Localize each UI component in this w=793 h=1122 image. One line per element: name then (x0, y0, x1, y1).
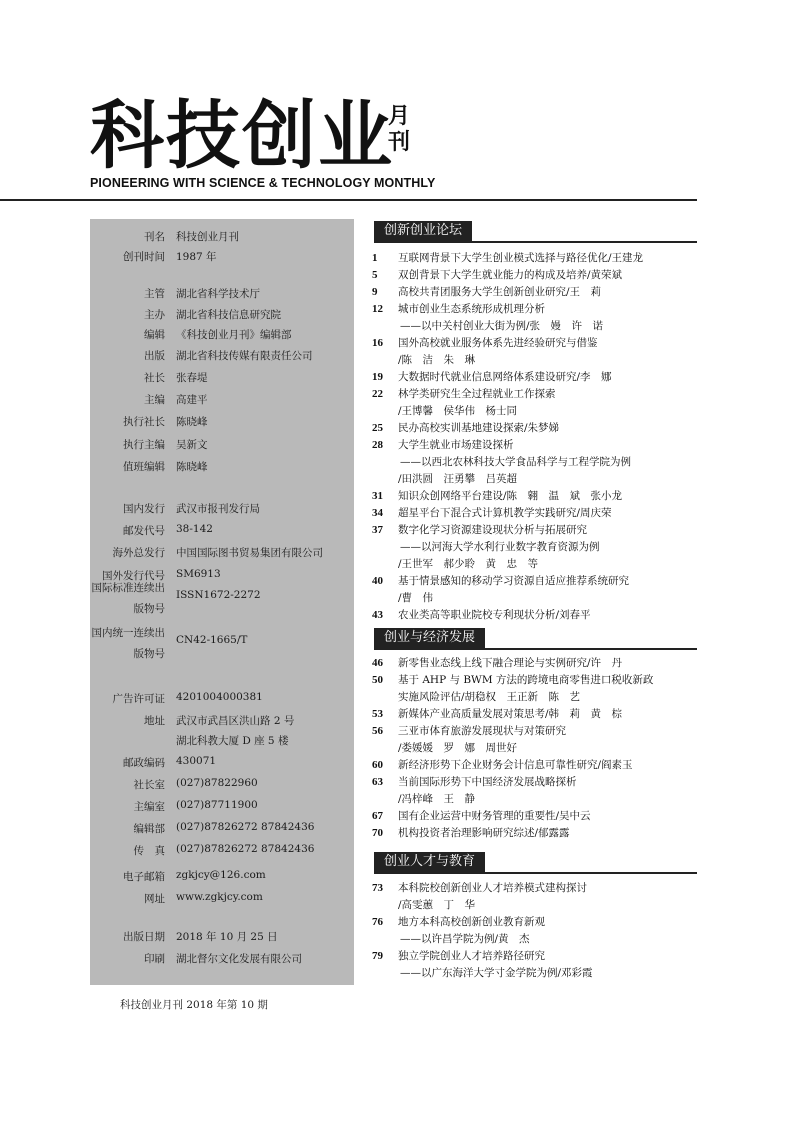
toc-page-number: 22 (372, 388, 383, 400)
info-value: 湖北省科学技术厅 (176, 288, 260, 300)
info-label: 出版日期 (123, 931, 165, 943)
toc-page-number: 70 (372, 827, 383, 839)
toc-article-title (398, 825, 703, 842)
info-label: 值班编辑 (123, 461, 165, 473)
toc-page-number: 5 (372, 269, 378, 281)
info-value: 武汉市武昌区洪山路 2 号 (176, 715, 295, 727)
info-value: 4201004000381 (176, 691, 263, 703)
info-value: 湖北科教大厦 D 座 5 楼 (176, 735, 289, 747)
info-value: 湖北督尔文化发展有限公司 (176, 953, 302, 965)
toc-page-number: 56 (372, 725, 383, 737)
info-value: 430071 (176, 755, 217, 767)
info-label: 社长 (144, 372, 165, 384)
info-label: 创刊时间 (123, 251, 165, 263)
toc-page-number: 50 (372, 674, 383, 686)
toc-line: ——以许昌学院为例/黄 杰 (400, 933, 530, 945)
toc-page-number: 60 (372, 759, 383, 771)
toc-line: 本科院校创新创业人才培养模式建构探讨 (398, 882, 587, 894)
toc-line: ——以河海大学水利行业数字教育资源为例 (400, 541, 600, 553)
info-value: 陈晓峰 (176, 461, 208, 473)
section-title: 创业与经济发展 (374, 628, 485, 648)
toc-article-title (398, 757, 703, 774)
toc-line: 知识众创网络平台建设/陈 翱 温 斌 张小龙 (398, 490, 623, 502)
toc-page-number: 46 (372, 657, 383, 669)
toc-line: /王世军 郝少聆 黄 忠 等 (398, 558, 539, 570)
toc-article-title (398, 267, 703, 284)
info-label: 国际标准连续出版物号 (91, 582, 165, 615)
masthead (90, 92, 710, 202)
toc-page-number: 63 (372, 776, 383, 788)
info-value: 吴新文 (176, 439, 208, 451)
info-label: 主编 (144, 394, 165, 406)
info-label: 电子邮箱 (123, 871, 165, 883)
info-label: 国内统一连续出版物号 (91, 627, 165, 660)
toc-line: 基于情景感知的移动学习资源自适应推荐系统研究 (398, 575, 629, 587)
toc-article-title (398, 573, 703, 607)
toc-article-title (398, 488, 703, 505)
info-label: 主管 (144, 288, 165, 300)
toc-article-title (398, 386, 703, 420)
toc-line: 城市创业生态系统形成机理分析 (398, 303, 545, 315)
info-label: 编辑 (144, 329, 165, 341)
info-value: 《科技创业月刊》编辑部 (176, 329, 292, 341)
info-label: 编辑部 (133, 823, 165, 835)
toc-page-number: 25 (372, 422, 383, 434)
toc-page-number: 53 (372, 708, 383, 720)
toc-article-title (398, 723, 703, 757)
info-label: 海外总发行 (112, 547, 165, 559)
toc-article-title (398, 505, 703, 522)
toc-line: /田洪圆 汪勇攀 吕英超 (398, 473, 518, 485)
info-label: 广告许可证 (112, 693, 165, 705)
toc-line: 国有企业运营中财务管理的重要性/吴中云 (398, 810, 591, 822)
toc-article-title (398, 522, 703, 573)
info-value: 1987 年 (176, 251, 217, 263)
toc-line: /娄媛媛 罗 娜 周世好 (398, 742, 518, 754)
toc-line: 民办高校实训基地建设探索/朱梦娣 (398, 422, 560, 434)
toc-line: 当前国际形势下中国经济发展战略探析 (398, 776, 577, 788)
info-value: zgkjcy@126.com (176, 869, 266, 881)
toc-line: ——以中关村创业大街为例/张 嫚 许 诺 (400, 320, 604, 332)
info-label: 社长室 (133, 779, 165, 791)
info-value: 中国国际图书贸易集团有限公司 (176, 547, 323, 559)
toc-article-title (398, 914, 703, 948)
toc-article-title (398, 672, 703, 706)
info-label: 邮政编码 (123, 757, 165, 769)
toc-article-title (398, 335, 703, 369)
info-value: CN42-1665/T (176, 634, 248, 646)
toc-line: /陈 洁 朱 琳 (398, 354, 476, 366)
toc-line: /王博馨 侯华伟 杨士同 (398, 405, 518, 417)
info-value: 湖北省科技信息研究院 (176, 309, 281, 321)
section-title: 创业人才与教育 (374, 852, 485, 872)
toc-line: 农业类高等职业院校专利现状分析/刘春平 (398, 609, 591, 621)
journal-title: 科技创业 (90, 93, 394, 179)
info-value: (027)87826272 87842436 (176, 843, 315, 855)
toc-page-number: 67 (372, 810, 383, 822)
info-value: www.zgkjcy.com (176, 891, 263, 903)
info-value: 武汉市报刊发行局 (176, 503, 260, 515)
toc-line: 新经济形势下企业财务会计信息可靠性研究/阎素玉 (398, 759, 633, 771)
toc-line: /高雯蕙 丁 华 (398, 899, 476, 911)
toc-article-title (398, 250, 703, 267)
toc-page-number: 73 (372, 882, 383, 894)
toc-article-title (398, 774, 703, 808)
info-value: SM6913 (176, 568, 221, 580)
toc-article-title (398, 880, 703, 914)
info-value: 38-142 (176, 523, 213, 535)
toc-page-number: 19 (372, 371, 383, 383)
toc-page-number: 37 (372, 524, 383, 536)
toc-page-number: 12 (372, 303, 383, 315)
toc-line: 新媒体产业高质量发展对策思考/韩 莉 黄 棕 (398, 708, 623, 720)
info-label: 执行主编 (123, 439, 165, 451)
info-value: 高建平 (176, 394, 208, 406)
info-value: (027)87822960 (176, 777, 258, 789)
info-label: 地址 (144, 715, 165, 727)
toc-line: 林学类研究生全过程就业工作探索 (398, 388, 556, 400)
info-label: 主编室 (133, 801, 165, 813)
info-label: 刊名 (144, 231, 165, 243)
toc-line: 高校共青团服务大学生创新创业研究/王 莉 (398, 286, 602, 298)
toc-page-number: 43 (372, 609, 383, 621)
toc-page-number: 76 (372, 916, 383, 928)
toc-article-title (398, 655, 703, 672)
info-label: 执行社长 (123, 416, 165, 428)
toc-line: ——以广东海洋大学寸金学院为例/邓彩霞 (400, 967, 593, 979)
info-label: 邮发代号 (123, 525, 165, 537)
info-value: 科技创业月刊 (176, 231, 239, 243)
info-value: (027)87711900 (176, 799, 258, 811)
info-label: 印刷 (144, 953, 165, 965)
toc-page-number: 31 (372, 490, 383, 502)
masthead-rule (0, 199, 697, 201)
toc-line: /曹 伟 (398, 592, 434, 604)
toc-line: 大数据时代就业信息网络体系建设研究/李 娜 (398, 371, 612, 383)
toc-line: 国外高校就业服务体系先进经验研究与借鉴 (398, 337, 598, 349)
section-header (374, 221, 697, 243)
info-value: 陈晓峰 (176, 416, 208, 428)
toc-page-number: 9 (372, 286, 378, 298)
toc-article-title (398, 420, 703, 437)
journal-english-title: PIONEERING WITH SCIENCE & TECHNOLOGY MONTHLY (90, 176, 436, 190)
toc-line: 大学生就业市场建设探析 (398, 439, 514, 451)
toc-page-number: 34 (372, 507, 383, 519)
toc-line: 互联网背景下大学生创业模式选择与路径优化/王建龙 (398, 252, 644, 264)
toc-article-title (398, 284, 703, 301)
issue-footer: 科技创业月刊 2018 年第 10 期 (120, 999, 268, 1011)
toc-page-number: 16 (372, 337, 383, 349)
journal-title-monthly: 月刊 (388, 104, 411, 155)
section-title: 创新创业论坛 (374, 221, 472, 241)
toc-line: 三亚市体育旅游发展现状与对策研究 (398, 725, 566, 737)
toc-line: 实施风险评估/胡稳权 王正新 陈 艺 (398, 691, 581, 703)
toc-line: 数字化学习资源建设现状分析与拓展研究 (398, 524, 587, 536)
info-value: 张春堤 (176, 372, 208, 384)
toc-line: ——以西北农林科技大学食品科学与工程学院为例 (400, 456, 631, 468)
info-label: 网址 (144, 893, 165, 905)
toc-line: 地方本科高校创新创业教育新观 (398, 916, 545, 928)
info-value: 湖北省科技传媒有限责任公司 (176, 350, 313, 362)
toc-line: 双创背景下大学生就业能力的构成及培养/黄荣斌 (398, 269, 623, 281)
toc-line: /冯梓峰 王 静 (398, 793, 476, 805)
toc-article-title (398, 948, 703, 982)
toc-article-title (398, 808, 703, 825)
toc-line: 新零售业态线上线下融合理论与实例研究/许 丹 (398, 657, 623, 669)
toc-line: 超星平台下混合式计算机教学实践研究/周庆荣 (398, 507, 612, 519)
toc-line: 机构投资者治理影响研究综述/郁露露 (398, 827, 570, 839)
info-label: 国内发行 (123, 503, 165, 515)
toc-page-number: 40 (372, 575, 383, 587)
toc-page-number: 1 (372, 252, 378, 264)
info-value: ISSN1672-2272 (176, 589, 261, 601)
info-label: 传 真 (133, 845, 165, 857)
info-label: 出版 (144, 350, 165, 362)
toc-article-title (398, 301, 703, 335)
info-label: 国外发行代号 (102, 570, 165, 582)
toc-article-title (398, 607, 703, 624)
section-header (374, 628, 697, 650)
toc-page-number: 79 (372, 950, 383, 962)
info-value: 2018 年 10 月 25 日 (176, 931, 278, 943)
toc-page-number: 28 (372, 439, 383, 451)
toc-line: 独立学院创业人才培养路径研究 (398, 950, 545, 962)
masthead-info-panel (90, 219, 354, 985)
toc-line: 基于 AHP 与 BWM 方法的跨境电商零售进口税收新政 (398, 674, 654, 686)
toc-article-title (398, 369, 703, 386)
info-value: (027)87826272 87842436 (176, 821, 315, 833)
toc-article-title (398, 706, 703, 723)
section-header (374, 852, 697, 874)
toc-article-title (398, 437, 703, 488)
info-label: 主办 (144, 309, 165, 321)
